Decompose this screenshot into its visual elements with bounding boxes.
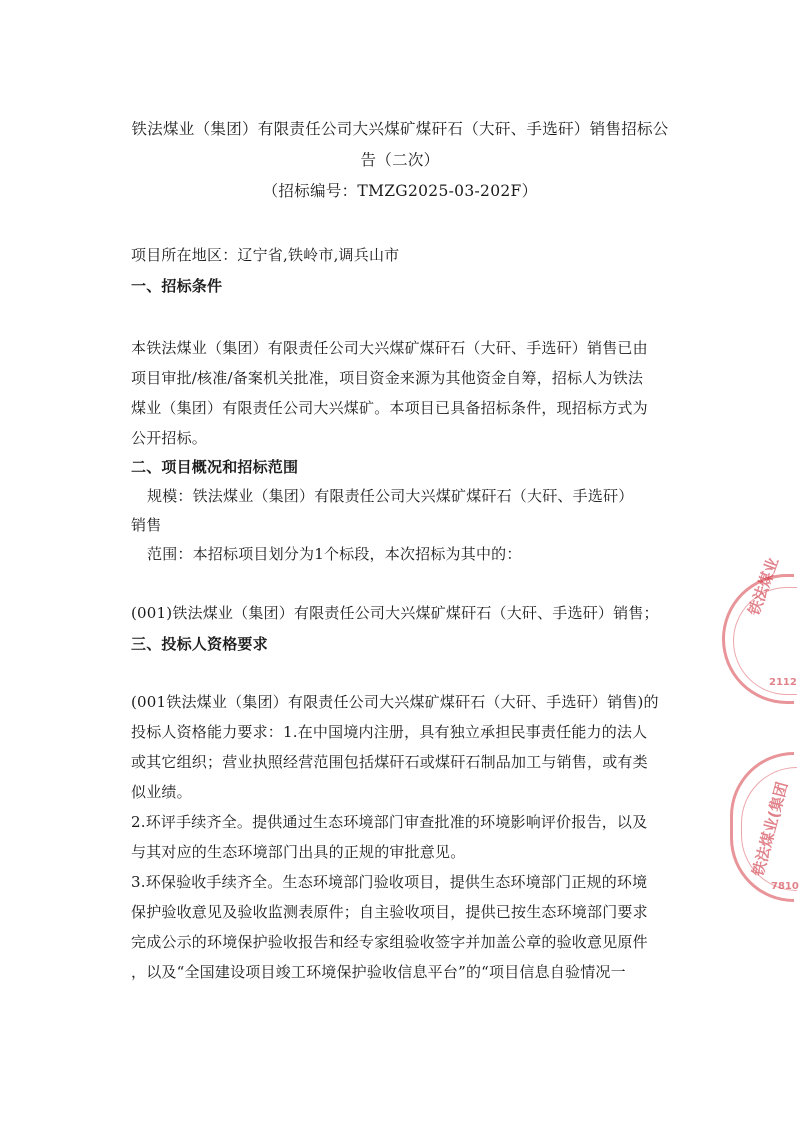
section-2-heading: 二、项目概况和招标范围	[131, 458, 299, 476]
section-3-para-line: 完成公示的环境保护验收报告和经专家组验收签字并加盖公章的验收意见原件	[131, 933, 648, 951]
section-1-heading: 一、招标条件	[131, 277, 223, 295]
section-3-heading: 三、投标人资格要求	[131, 635, 268, 653]
section-1-para-line: 本铁法煤业（集团）有限责任公司大兴煤矿煤矸石（大矸、手选矸）销售已由	[131, 339, 648, 357]
official-seal-2-digits: 7810	[771, 881, 799, 892]
official-seal-2	[730, 752, 799, 902]
section-1-para-line: 煤业（集团）有限责任公司大兴煤矿。本项目已具备招标条件，现招标方式为	[131, 399, 648, 417]
section-2-scale: 规模：铁法煤业（集团）有限责任公司大兴煤矿煤矸石（大矸、手选矸）	[147, 487, 634, 505]
section-3-para-line: 似业绩。	[131, 783, 192, 801]
section-2-lot: (001)铁法煤业（集团）有限责任公司大兴煤矿煤矸石（大矸、手选矸）销售；	[131, 604, 659, 622]
section-3-para-line: ，以及“全国建设项目竣工环境保护验收信息平台”的“项目信息自验情况一	[131, 963, 626, 981]
section-1-para-line: 公开招标。	[131, 429, 208, 447]
project-region: 项目所在地区：辽宁省,铁岭市,调兵山市	[131, 246, 400, 264]
section-3-para-line: 或其它组织；营业执照经营范围包括煤矸石或煤矸石制品加工与销售，或有类	[131, 753, 648, 771]
title-line-2: 告（二次）	[360, 151, 440, 169]
title-line-1: 铁法煤业（集团）有限责任公司大兴煤矿煤矸石（大矸、手选矸）销售招标公	[131, 120, 669, 138]
document-title	[120, 114, 680, 207]
section-3-para-line: 2.环评手续齐全。提供通过生态环境部门审查批准的环境影响评价报告，以及	[131, 813, 648, 831]
section-3-para-line: (001铁法煤业（集团）有限责任公司大兴煤矿煤矸石（大矸、手选矸）销售)的	[131, 693, 659, 711]
official-seal-1-text: 铁法煤业	[744, 555, 783, 618]
official-seal-2-text: 铁法煤业(集团	[748, 779, 792, 879]
section-3-para-line: 3.环保验收手续齐全。生态环境部门验收项目，提供生态环境部门正规的环境	[131, 873, 648, 891]
official-seal-1	[722, 555, 797, 704]
section-3-para-line: 保护验收意见及验收监测表原件；自主验收项目，提供已按生态环境部门要求	[131, 903, 648, 921]
section-3-para-line: 与其对应的生态环境部门出具的正规的审批意见。	[131, 843, 466, 861]
official-seal-1-digits: 2112	[769, 677, 797, 688]
section-1-para-line: 项目审批/核准/备案机关批准，项目资金来源为其他资金自筹，招标人为铁法	[131, 369, 644, 387]
section-2-scope: 范围：本招标项目划分为1个标段，本次招标为其中的：	[147, 545, 522, 563]
section-3-para-line: 投标人资格能力要求：1.在中国境内注册，具有独立承担民事责任能力的法人	[131, 723, 648, 741]
tender-number: （招标编号：TMZG2025-03-202F）	[262, 182, 538, 200]
section-2-scale-cont: 销售	[131, 516, 162, 534]
